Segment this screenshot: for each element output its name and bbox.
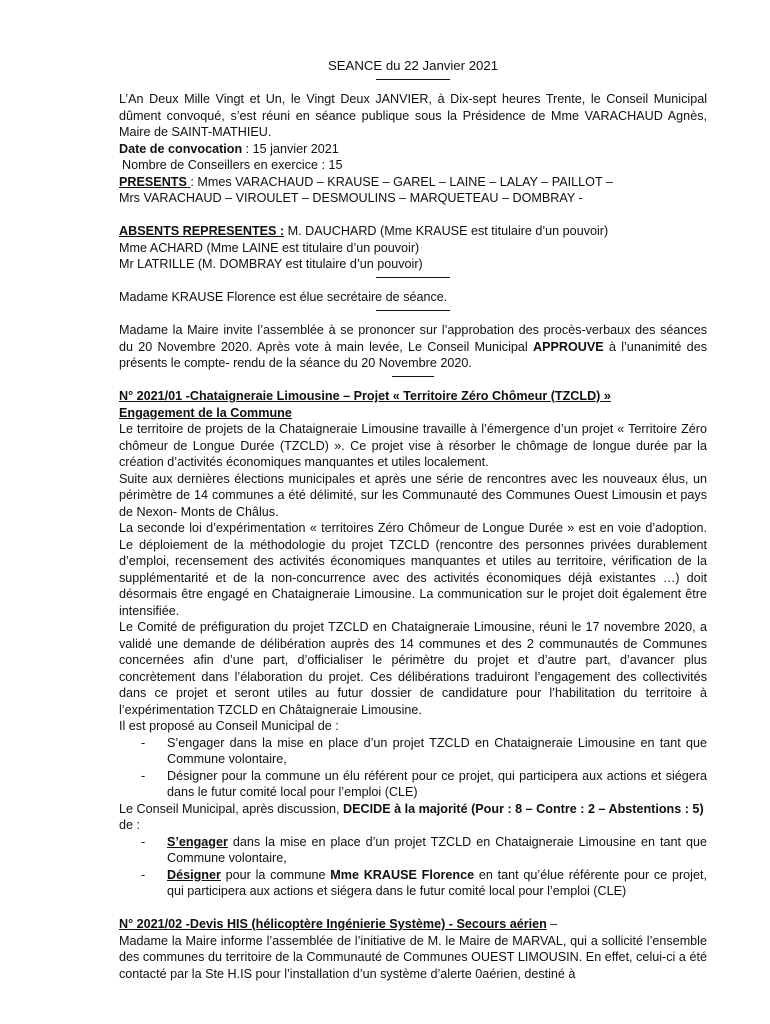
separator: [119, 372, 707, 389]
presents-line-1: [119, 174, 707, 191]
convocation-line: [119, 141, 707, 158]
conseillers-line: Nombre de Conseillers en exercice : 15: [122, 158, 343, 172]
deliberation-2-heading-line: N° 2021/02 -Devis HIS (hélicoptère Ingénierie Système) - Secours aérien –: [119, 917, 558, 931]
deliberation-1-paragraph: Le Comité de préfiguration du projet TZCLD en Chataigneraie Limousine, réuni le 17 novembre 2020, a validé une demande de délibération auprès des 14 communes et des 2 communautés de Communes concernées afin d’une part, d’officialiser le périmètre du projet et d’autre part, d’avancer plus concrètement dans l’élaboration du projet. Ces délibérations traduiront l’engagement des collectivités dans ce projet et seront utiles au futur dossier de candidature pour l’habilitation du territoire à l’expérimentation TZCLD en Châtaigneraie Limousine.: [119, 620, 707, 717]
deliberation-1-subheading: Engagement de la Commune: [119, 405, 292, 420]
deliberation-2-heading: N° 2021/02 -Devis HIS (hélicoptère Ingénierie Système) - Secours aérien: [119, 917, 547, 931]
proposal-list: [119, 735, 707, 801]
absents-label: ABSENTS REPRESENTES :: [119, 224, 285, 238]
presents-line-2: Mrs VARACHAUD – VIROULET – DESMOULINS – MARQUETEAU – DOMBRAY -: [119, 191, 583, 205]
absent-item: M. DAUCHARD (Mme KRAUSE est titulaire d’un pouvoir): [284, 224, 609, 238]
separator: [119, 273, 707, 290]
convocation-label: Date de convocation: [119, 141, 243, 156]
decision-line: Le Conseil Municipal, après discussion, DECIDE à la majorité (Pour : 8 – Contre : 2 – Abstentions : 5) de :: [119, 801, 704, 832]
approuve-text: APPROUVE: [532, 339, 604, 354]
list-item: - S’engager dans la mise en place d’un projet TZCLD en Chataigneraie Limousine en tant que Commune volontaire,: [119, 735, 707, 768]
decision-list: [119, 834, 707, 900]
deliberation-2-paragraph: Madame la Maire informe l’assemblée de l’initiative de M. le Maire de MARVAL, qui a sollicité l’ensemble des communes du territoire de la Communauté de Communes OUEST LIMOUSIN. En effet, celui-ci a été contacté par la Ste H.IS pour l’installation d’un système d’alerte 0aérien, destiné à: [119, 933, 707, 981]
intro-paragraph: L’An Deux Mille Vingt et Un, le Vingt Deux JANVIER, à Dix-sept heures Trente, le Conseil Municipal dûment convoqué, s’est réuni en séance publique sous la Présidence de Mme VARACHAUD Agnès, Maire de SAINT-MATHIEU.: [119, 92, 707, 139]
decision-vote: DECIDE à la majorité (Pour : 8 – Contre : 2 – Abstentions : 5): [343, 801, 704, 816]
separator: [119, 306, 707, 323]
absent-item: Mr LATRILLE (M. DOMBRAY est titulaire d’un pouvoir): [119, 257, 423, 271]
proposal-intro: Il est proposé au Conseil Municipal de :: [119, 719, 339, 733]
deliberation-1-heading: N° 2021/01 -Chataigneraie Limousine – Projet « Territoire Zéro Chômeur (TZCLD) »: [119, 389, 611, 403]
convocation-value: : 15 janvier 2021: [242, 141, 339, 156]
list-item: - S’engager dans la mise en place d’un projet TZCLD en Chataigneraie Limousine en tant que Commune volontaire,: [119, 834, 707, 867]
absent-item: Mme ACHARD (Mme LAINE est titulaire d’un pouvoir): [119, 240, 420, 255]
presents-label: PRESENTS: [119, 174, 191, 189]
document-page: [119, 58, 707, 982]
list-item: - Désigner pour la commune un élu référent pour ce projet, qui participera aux actions et siégera dans le futur comité local pour l’emploi (CLE): [119, 768, 707, 801]
deliberation-1-paragraph: La seconde loi d’expérimentation « territoires Zéro Chômeur de Longue Durée » est en voie d’adoption. Le déploiement de la méthodologie du projet TZCLD (rencontre des personnes privées durablement d’emploi, recensement des activités économiques manquantes et utiles au territoire, vérification de la supplémentarité et de la non-concurrence avec des activités économiques déjà existantes …) doit désormais être engagé en Chataigneraie Limousine. La communication sur le projet doit également être intensifiée.: [119, 521, 707, 618]
approbation-paragraph: Madame la Maire invite l’assemblée à se prononcer sur l’approbation des procès-verbaux des séances du 20 Novembre 2020. Après vote à main levée, Le Conseil Municipal APPROUVE à l’unanimité des présents le compte- rendu de la séance du 20 Novembre 2020.: [119, 323, 707, 370]
absents-line-1: [119, 223, 707, 240]
list-item: - Désigner pour la commune Mme KRAUSE Florence en tant qu’élue référente pour ce projet, qui participera aux actions et siégera dans le futur comité local pour l’emploi (CLE): [119, 867, 707, 900]
secretaire-line: Madame KRAUSE Florence est élue secrétaire de séance.: [119, 290, 448, 304]
page-title: SEANCE du 22 Janvier 2021: [327, 58, 499, 73]
separator: [119, 75, 707, 92]
presents-names-1: : Mmes VARACHAUD – KRAUSE – GAREL – LAINE – LALAY – PAILLOT –: [190, 174, 613, 189]
deliberation-1-paragraph: Le territoire de projets de la Chataigneraie Limousine travaille à l’émergence d’un projet « Territoire Zéro chômeur de Longue Durée (TZCLD) ». Ce projet vise à résorber le chômage de longue durée par la création d’activités économiques manquantes et utiles localement.: [119, 422, 707, 469]
deliberation-1-paragraph: Suite aux dernières élections municipales et après une série de rencontres avec les nouveaux élus, un périmètre de 14 communes a été délimité, sur les Communauté des Communes Ouest Limousin et pays de Nexon- Monts de Châlus.: [119, 471, 707, 519]
